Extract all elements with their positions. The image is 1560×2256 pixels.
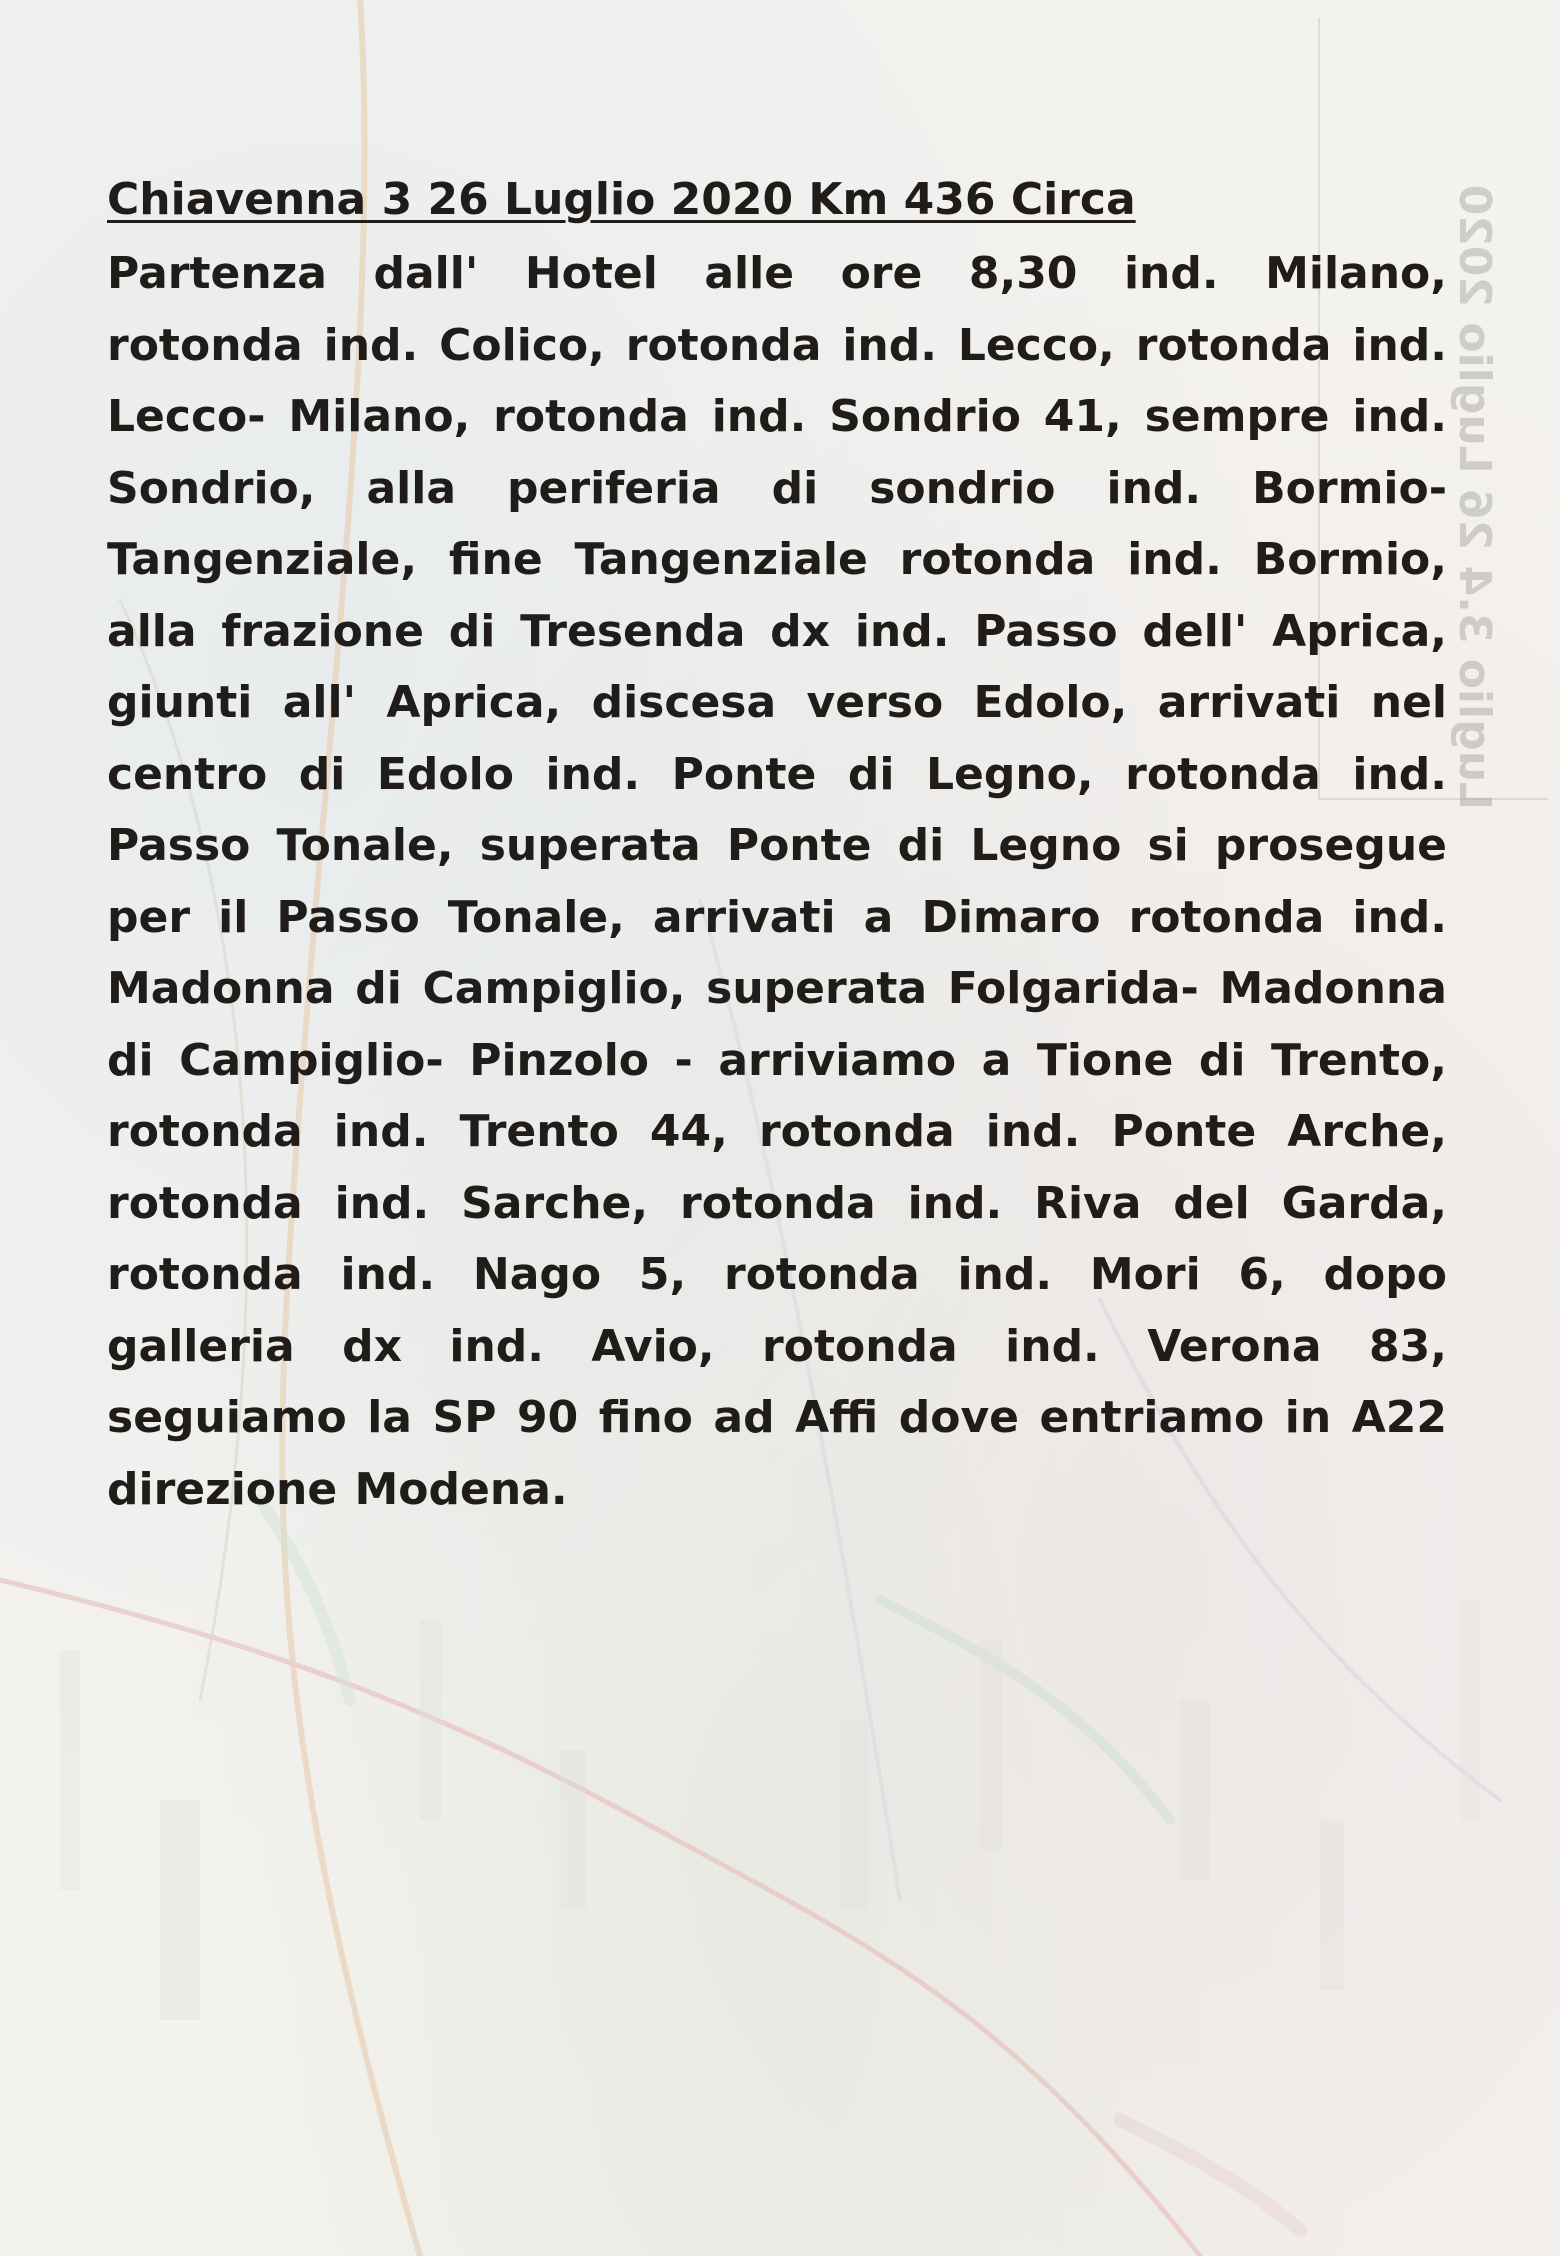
bleed-through-text: Luglio 3.4 26 Luglio 2020 [1449, 184, 1500, 810]
document-content [107, 170, 1447, 1525]
document-title: Chiavenna 3 26 Luglio 2020 Km 436 Circa [107, 174, 1136, 225]
route-directions-paragraph: Partenza dall' Hotel alle ore 8,30 ind. Milano, rotonda ind. Colico, rotonda ind. Lecco, rotonda ind. Lecco- Milano, rotonda ind. Sondrio 41, sempre ind. Sondrio, alla periferia di sondrio ind. Bormio- Tangenziale, fine Tangenziale rotonda ind. Bormio, alla frazione di Tresenda dx ind. Passo dell' Aprica, giunti all' Aprica, discesa verso Edolo, arrivati nel centro di Edolo ind. Ponte di Legno, rotonda ind. Passo Tonale, superata Ponte di Legno si prosegue per il Passo Tonale, arrivati a Dimaro rotonda ind. Madonna di Campiglio, superata Folgarida- Madonna di Campiglio- Pinzolo - arriviamo a Tione di Trento, rotonda ind. Trento 44, rotonda ind. Ponte Arche, rotonda ind. Sarche, rotonda ind. Riva del Garda, rotonda ind. Nago 5, rotonda ind. Mori 6, dopo galleria dx ind. Avio, rotonda ind. Verona 83, seguiamo la SP 90 fino ad Affi dove entriamo in A22 direzione Modena. [107, 248, 1447, 1515]
